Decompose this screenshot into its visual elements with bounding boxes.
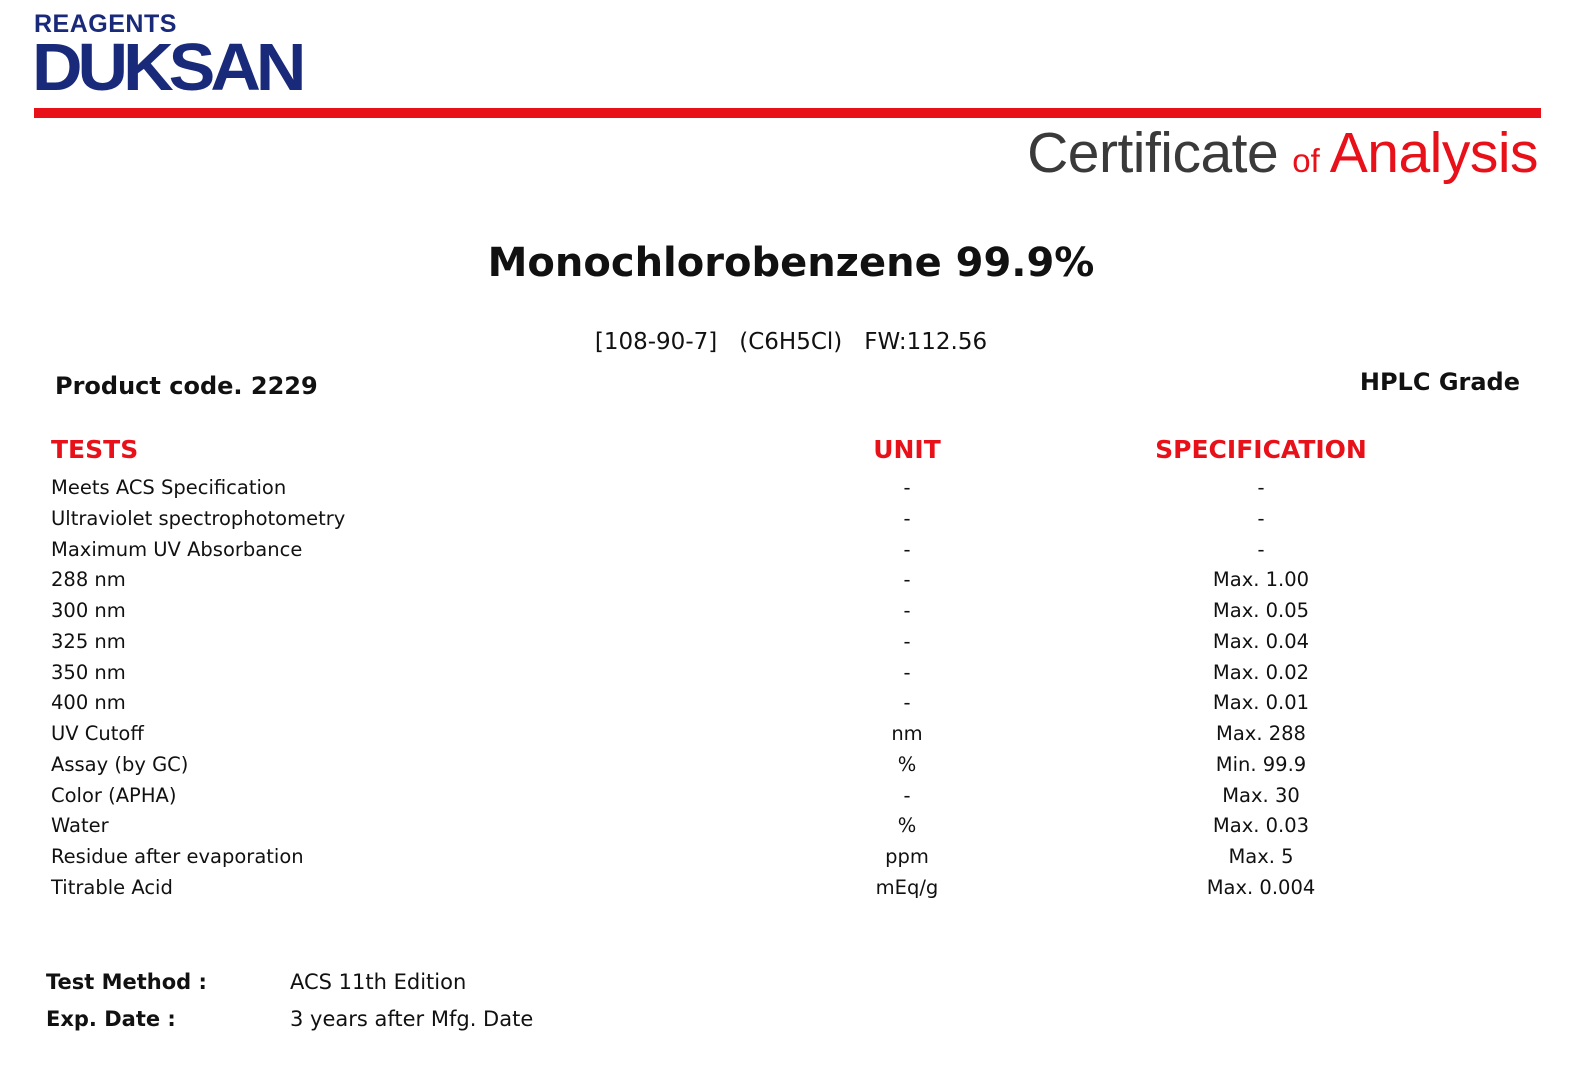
test-specification: Max. 288 (1216, 722, 1306, 745)
table-row (0, 535, 1582, 566)
test-specification: - (1257, 537, 1265, 561)
test-unit: nm (891, 722, 923, 745)
table-row (0, 842, 1582, 873)
test-specification: Max. 5 (1228, 845, 1294, 868)
header-red-rule (34, 108, 1541, 118)
product-grade: HPLC Grade (1359, 368, 1520, 396)
test-specification: Max. 0.03 (1212, 814, 1310, 838)
document-type-heading (1027, 120, 1538, 201)
test-specification: Max. 0.05 (1212, 599, 1310, 622)
table-row (0, 473, 1582, 504)
doc-type-word-of: of (1292, 142, 1320, 179)
test-name: Meets ACS Specification (51, 476, 287, 499)
test-name: 300 nm (51, 599, 126, 622)
formula-weight: FW:112.56 (864, 329, 988, 355)
test-method-row (46, 966, 466, 998)
exp-date-value: 3 years after Mfg. Date (290, 1007, 534, 1031)
test-unit: - (903, 660, 911, 684)
test-name: Water (51, 814, 109, 838)
test-specification: Max. 0.01 (1212, 691, 1310, 715)
table-row (0, 811, 1582, 842)
test-unit: - (903, 476, 911, 499)
table-row (0, 596, 1582, 627)
test-name: 400 nm (51, 691, 126, 715)
test-specification: Max. 0.02 (1212, 660, 1310, 684)
test-name: Residue after evaporation (51, 845, 304, 868)
product-title: Monochlorobenzene 99.9% (487, 240, 1095, 286)
test-unit: % (897, 814, 917, 838)
test-unit: - (903, 568, 911, 592)
test-unit: - (903, 691, 911, 715)
table-row (0, 504, 1582, 535)
test-name: Titrable Acid (51, 875, 173, 899)
test-specification: Max. 30 (1222, 783, 1300, 807)
test-specification: Max. 0.004 (1206, 875, 1316, 899)
table-row (0, 719, 1582, 750)
logo-reagents-text: REAGENTS (34, 10, 177, 38)
doc-type-word-analysis: Analysis (1329, 121, 1538, 185)
test-name: Maximum UV Absorbance (51, 537, 303, 561)
test-specification: Min. 99.9 (1215, 752, 1307, 776)
table-row (0, 627, 1582, 658)
test-name: UV Cutoff (51, 722, 144, 745)
table-row (0, 565, 1582, 596)
test-unit: - (903, 783, 911, 807)
test-specification: Max. 0.04 (1212, 629, 1310, 653)
product-identifiers (0, 325, 1582, 359)
test-name: Assay (by GC) (51, 752, 189, 776)
test-unit: - (903, 537, 911, 561)
exp-date-label: Exp. Date : (46, 1007, 176, 1031)
doc-type-word-certificate: Certificate (1027, 121, 1279, 185)
table-row (0, 781, 1582, 812)
test-name: Ultraviolet spectrophotometry (51, 506, 346, 530)
column-header-specification: SPECIFICATION (1155, 435, 1367, 464)
test-unit: - (903, 599, 911, 622)
product-code: Product code. 2229 (55, 372, 318, 400)
column-header-unit: UNIT (873, 435, 941, 464)
test-unit: - (903, 629, 911, 653)
test-specification: Max. 1.00 (1212, 568, 1310, 592)
table-row (0, 688, 1582, 719)
test-name: Color (APHA) (51, 783, 177, 807)
test-specification: - (1257, 476, 1265, 499)
test-name: 350 nm (51, 660, 126, 684)
cas-number: [108-90-7] (594, 329, 718, 355)
test-method-value: ACS 11th Edition (290, 970, 467, 994)
company-logo (32, 10, 302, 105)
test-unit: mEq/g (875, 875, 939, 899)
specification-table (0, 473, 1582, 904)
test-unit: % (897, 752, 917, 776)
chemical-formula: (C6H5Cl) (739, 329, 843, 355)
table-row (0, 750, 1582, 781)
logo-duksan-text: DUKSAN (32, 30, 302, 105)
test-name: 288 nm (51, 568, 126, 592)
test-specification: - (1257, 506, 1265, 530)
test-name: 325 nm (51, 629, 126, 653)
table-row (0, 873, 1582, 904)
test-unit: - (903, 506, 911, 530)
test-unit: ppm (885, 845, 929, 868)
table-row (0, 658, 1582, 689)
column-header-tests: TESTS (51, 435, 139, 464)
exp-date-row (46, 1003, 533, 1035)
test-method-label: Test Method : (46, 970, 207, 994)
